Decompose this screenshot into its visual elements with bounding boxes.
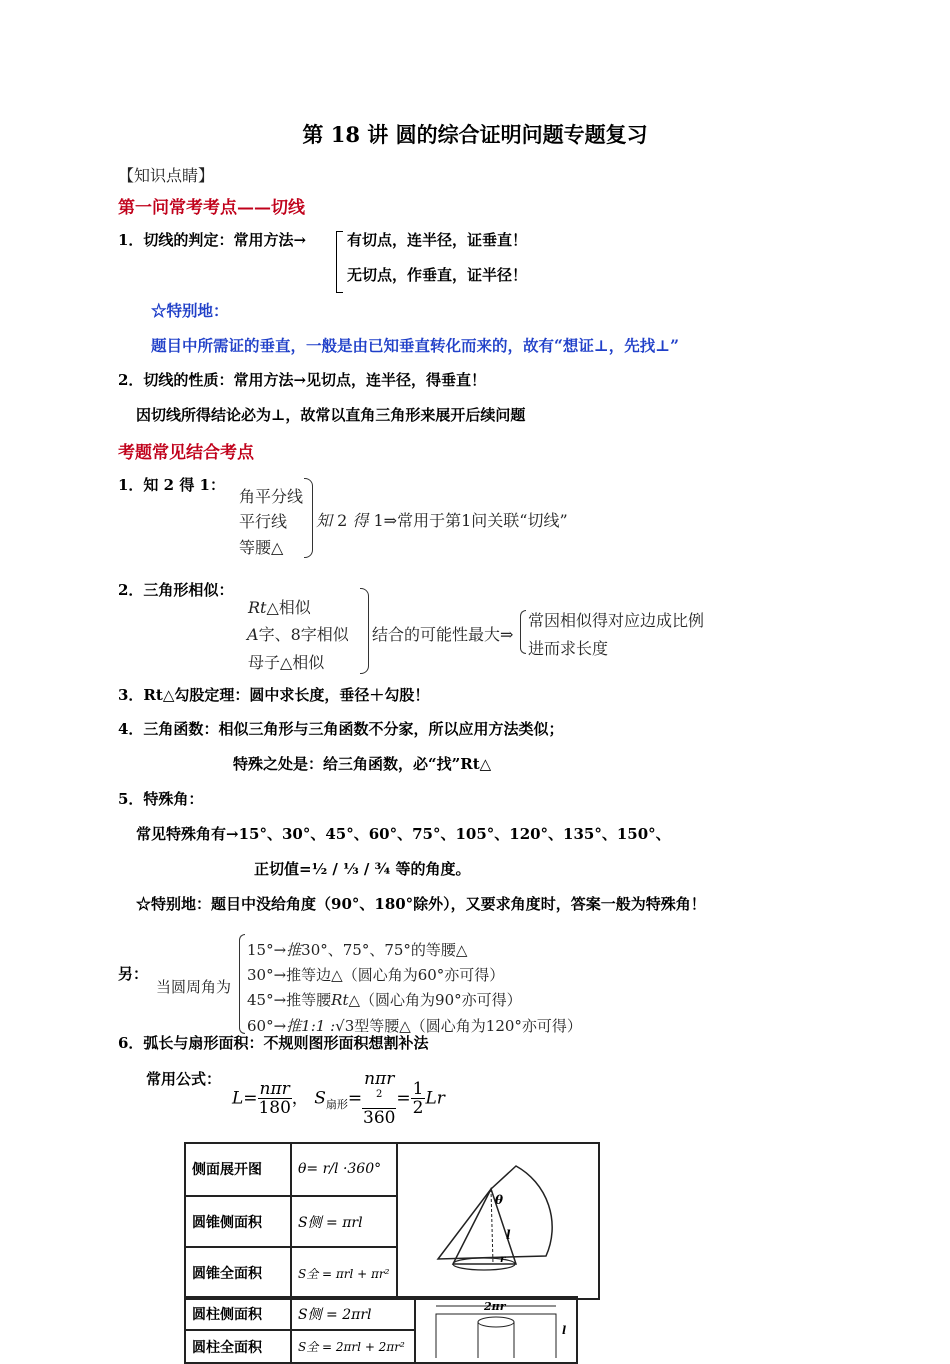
formula-sector-npr: nπr	[364, 1069, 395, 1089]
formula	[232, 1070, 445, 1128]
similar-brace-right	[360, 588, 369, 674]
formula-arc-num: nπr	[259, 1078, 290, 1099]
cone-row-1-name: 侧面展开图	[185, 1143, 291, 1196]
item5-line-2: 正切值=½ / ⅓ / ¾ 等的角度。	[254, 860, 471, 878]
similar-line-1	[248, 595, 311, 618]
also-l3-c: △（圆心角为90°亦可得）	[348, 991, 522, 1009]
similar-a: A	[247, 625, 259, 644]
item5: 5．特殊角：	[118, 790, 204, 808]
cone-height	[491, 1189, 493, 1264]
formula-comma: ，	[291, 1088, 309, 1109]
item1-option-a: 有切点，连半径，证垂直！	[347, 231, 528, 249]
heading-tangent: 第一问常考考点——切线	[118, 198, 305, 218]
know2-num: 2	[337, 511, 348, 530]
cone-row-3-name: 圆锥全面积	[185, 1247, 291, 1299]
similar-line-2-text: 字、8字相似	[258, 625, 349, 644]
cone-row-2-formula: S侧 = πrl	[291, 1196, 397, 1248]
know2-result	[316, 508, 568, 531]
also-label: 另：	[118, 965, 149, 983]
cylinder-unrolled	[436, 1314, 556, 1358]
also-l1-c: 30°、75°、75°的等腰△	[301, 941, 468, 959]
cone-row-1-formula: θ= r/l ·360°	[291, 1143, 397, 1196]
cone-figure	[398, 1144, 598, 1294]
formula-eq1: =	[243, 1088, 258, 1109]
formula-S: S	[314, 1088, 326, 1109]
item4: 4．三角函数：相似三角形与三角函数不分家，所以应用方法类似；	[118, 720, 564, 738]
know2-prefix: 知	[316, 511, 333, 530]
cone-r-label: r	[500, 1254, 506, 1265]
cone-l-label: l	[506, 1228, 511, 1242]
formula-half-den: 2	[412, 1098, 424, 1119]
item6: 6．弧长与扇形面积：不规则图形面积想割补法	[118, 1034, 429, 1052]
also-l4-e: 型等腰△（圆心角为120°亦可得）	[354, 1017, 582, 1035]
also-line-3	[247, 989, 522, 1010]
item5-special: ☆特别地：题目中没给角度（90°、180°除外），又要求角度时，答案一般为特殊角！	[136, 895, 706, 913]
cylinder-row-1-formula: S侧 = 2πrl	[291, 1297, 415, 1330]
know2-line-3: 等腰△	[239, 538, 284, 557]
know2-line-2: 平行线	[239, 512, 288, 531]
also-line-2: 30°→推等边△（圆心角为60°亦可得）	[247, 966, 505, 984]
similar-line-1-text: △相似	[266, 598, 311, 617]
similar-brace-left	[520, 610, 526, 654]
item1-brace	[336, 231, 343, 293]
also-l3-a: 45°→推等腰	[247, 991, 332, 1009]
similar-rt: Rt	[248, 598, 267, 617]
formula-sub: 扇形	[325, 1097, 348, 1111]
similar-mid: 结合的可能性最大⇒	[372, 625, 514, 644]
formula-half-num: 1	[412, 1078, 424, 1099]
also-l4-b: 推	[286, 1017, 302, 1035]
cone-sector-outline	[438, 1166, 552, 1259]
also-brace	[239, 934, 245, 1034]
cylinder-figure-cell	[415, 1297, 577, 1363]
formula-L: L	[232, 1088, 244, 1109]
cylinder-row-2-formula: S全 = 2πrl + 2πr²	[291, 1330, 415, 1363]
know2-rest: 1⇒常用于第1问关联“切线”	[373, 511, 568, 530]
item2-note: 因切线所得结论必为⊥，故常以直角三角形来展开后续问题	[136, 406, 526, 424]
item5-line-1: 常见特殊角有→15°、30°、45°、60°、75°、105°、120°、135°、150°、	[136, 825, 671, 843]
cylinder-row-1-name: 圆柱侧面积	[185, 1297, 291, 1330]
formula-sup: 2	[376, 1088, 383, 1100]
cone-theta-label: θ	[495, 1193, 504, 1207]
also-line-1	[247, 939, 467, 960]
cone-table	[184, 1142, 600, 1300]
formula-frac-sector	[362, 1070, 396, 1128]
know2-line-1: 角平分线	[239, 487, 304, 506]
cylinder-row-2-name: 圆柱全面积	[185, 1330, 291, 1363]
formula-frac-arc	[258, 1080, 292, 1118]
page-title: 第 18 讲 圆的综合证明问题专题复习	[302, 122, 648, 147]
similar-right-2: 进而求长度	[528, 639, 609, 658]
formula-frac-half	[411, 1080, 426, 1118]
section-label: 【知识点睛】	[118, 166, 215, 185]
cone-row-3-formula: S全 = πrl + πr²	[291, 1247, 397, 1299]
also-l1-b: 推	[286, 941, 302, 959]
cylinder-l-label: l	[562, 1324, 567, 1337]
also-l4-a: 60°→	[247, 1017, 287, 1035]
special-text: 题目中所需证的垂直，一般是由已知垂直转化而来的，故有“想证⊥，先找⊥”	[151, 336, 680, 355]
item2: 2．切线的性质：常用方法→见切点，连半径，得垂直！	[118, 371, 487, 389]
formula-eq3: =	[396, 1088, 411, 1109]
also-condition: 当圆周角为	[156, 978, 232, 996]
special-label: ☆特别地：	[151, 301, 229, 320]
item3: 3．Rt△勾股定理：圆中求长度，垂径＋勾股！	[118, 686, 430, 704]
similar-label: 2．三角形相似：	[118, 581, 234, 599]
also-l4-d: √3	[335, 1017, 355, 1035]
know2-brace	[304, 478, 313, 558]
item1-option-b: 无切点，作垂直，证半径！	[347, 266, 528, 284]
cylinder-table	[184, 1296, 578, 1364]
formula-eq2: =	[347, 1088, 363, 1109]
cone-row-2-name: 圆锥侧面积	[185, 1196, 291, 1248]
also-l4-c: 1:1 :	[301, 1017, 336, 1035]
heading-combined: 考题常见结合考点	[118, 443, 254, 463]
know2-de: 得	[352, 511, 369, 530]
formula-sector-num	[362, 1070, 396, 1109]
also-l3-b: Rt	[331, 991, 349, 1009]
know2-label: 1．知 2 得 1：	[118, 476, 225, 494]
formula-sector-den: 360	[363, 1108, 396, 1129]
formula-arc-den: 180	[258, 1098, 291, 1119]
similar-line-3: 母子△相似	[248, 653, 325, 672]
formula-label: 常用公式：	[146, 1070, 222, 1088]
also-l1-a: 15°→	[247, 941, 287, 959]
formula-Lr: Lr	[425, 1088, 445, 1109]
cylinder-figure	[416, 1298, 576, 1358]
cylinder-top	[478, 1317, 514, 1327]
cylinder-2pir-label: 2πr	[484, 1300, 506, 1313]
similar-line-2	[247, 622, 349, 645]
item4-note: 特殊之处是：给三角函数，必“找”Rt△	[233, 755, 492, 773]
similar-right-1: 常因相似得对应边成比例	[528, 611, 705, 630]
cone-figure-cell	[397, 1143, 599, 1299]
item1-label: 1．切线的判定：常用方法→	[118, 231, 307, 249]
